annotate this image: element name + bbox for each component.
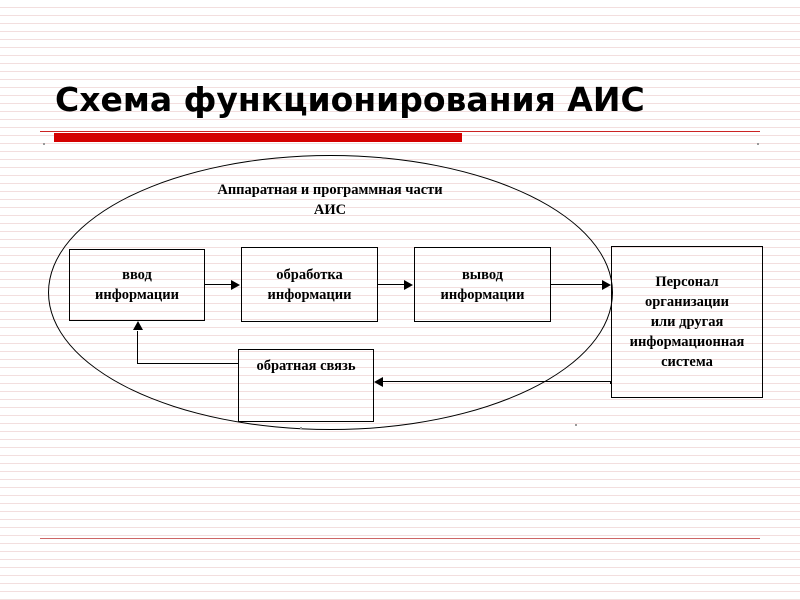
edge-output-staff bbox=[551, 284, 603, 285]
node-output-line1: вывод bbox=[461, 266, 504, 283]
node-staff-line5: система bbox=[661, 354, 713, 370]
edge-process-output bbox=[378, 284, 405, 285]
node-staff-line2: организации bbox=[644, 294, 729, 310]
edge-output-staff-arrowhead-icon bbox=[602, 280, 611, 290]
speck-mark bbox=[757, 143, 759, 145]
node-input-line2: информации bbox=[95, 287, 179, 303]
edge-input-process bbox=[205, 284, 232, 285]
node-output bbox=[414, 247, 551, 322]
system-boundary-label bbox=[150, 180, 510, 220]
node-output-line2: информации bbox=[440, 286, 525, 303]
speck-mark bbox=[43, 143, 45, 145]
node-feedback bbox=[238, 349, 374, 422]
node-staff-line1: Персонал bbox=[655, 274, 719, 290]
edge-feedback-input-horizontal bbox=[137, 363, 238, 364]
node-feedback-line1: обратная связь bbox=[256, 358, 356, 374]
node-input bbox=[69, 249, 205, 321]
edge-staff-feedback-arrowhead-icon bbox=[374, 377, 383, 387]
node-staff-line3: или другая bbox=[650, 314, 724, 330]
edge-feedback-input-vertical bbox=[137, 331, 138, 364]
node-staff-line4: информационная bbox=[629, 334, 745, 350]
page-title: Схема функционирования АИС bbox=[55, 80, 645, 119]
edge-feedback-input-arrowhead-icon bbox=[133, 321, 143, 330]
system-boundary-label-line1: Аппаратная и программная части bbox=[217, 182, 443, 198]
node-process bbox=[241, 247, 378, 322]
node-input-line1: ввод bbox=[122, 267, 152, 283]
edge-input-process-arrowhead-icon bbox=[231, 280, 240, 290]
edge-staff-feedback bbox=[383, 381, 611, 382]
node-staff bbox=[611, 246, 763, 398]
system-boundary-label-line2: АИС bbox=[313, 202, 347, 218]
speck-mark bbox=[300, 427, 302, 429]
node-process-line2: информации bbox=[267, 286, 352, 303]
node-process-line1: обработка bbox=[276, 266, 343, 283]
edge-process-output-arrowhead-icon bbox=[404, 280, 413, 290]
speck-mark bbox=[575, 424, 577, 426]
